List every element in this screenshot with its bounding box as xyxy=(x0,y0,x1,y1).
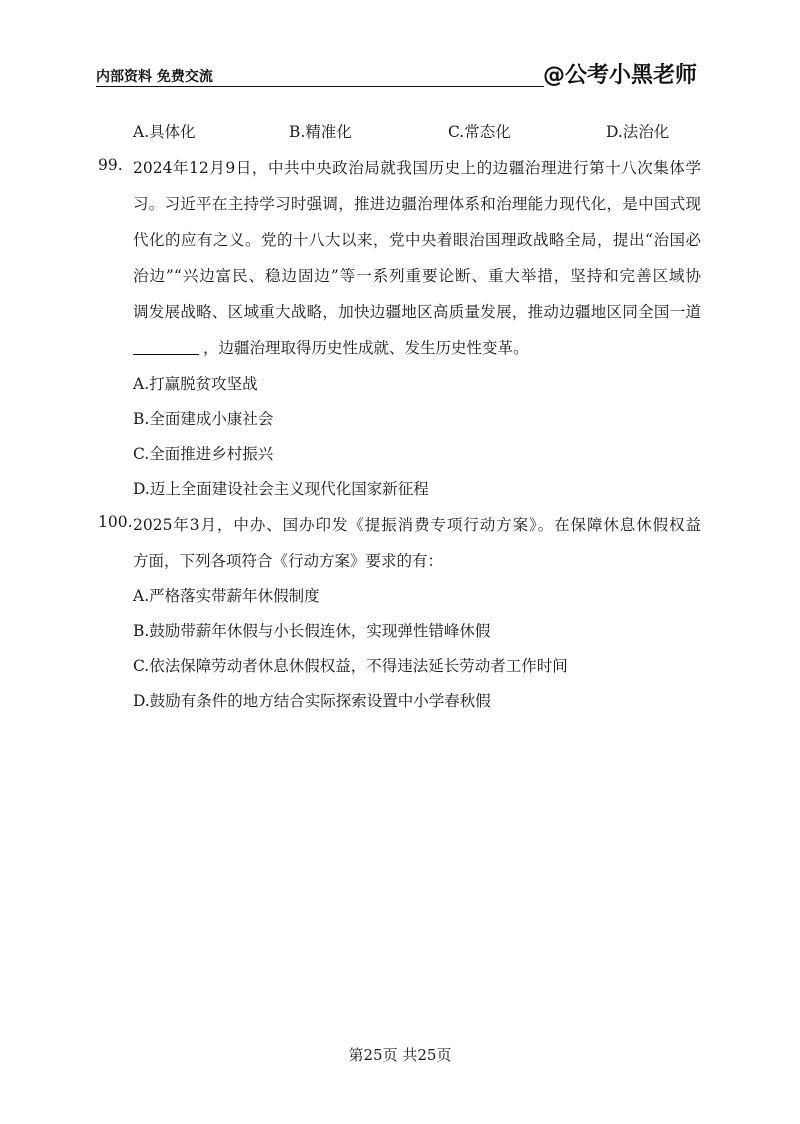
q99-option-d: D.迈上全面建设社会主义现代化国家新征程 xyxy=(133,480,429,498)
header-left-text: 内部资料 免费交流 xyxy=(96,69,213,85)
q98-option-d: D.法治化 xyxy=(606,123,670,141)
q98-option-a: A.具体化 xyxy=(133,123,196,141)
q99-stem-line: 调发展战略、区域重大战略，加快边疆地区高质量发展，推动边疆地区同全国一道 xyxy=(133,303,701,321)
q99-stem-line: 代化的应有之义。党的十八大以来，党中央着眼治国理政战略全局，提出“治国必 xyxy=(133,231,701,249)
q99-stem-line: 习。习近平在主持学习时强调，推进边疆治理体系和治理能力现代化，是中国式现 xyxy=(133,195,701,213)
q98-option-c: C.常态化 xyxy=(448,123,511,141)
q100-stem-line: 方面，下列各项符合《行动方案》要求的有： xyxy=(133,552,444,570)
q100-number: 100. xyxy=(98,513,133,531)
header-rule xyxy=(96,86,544,87)
q98-option-b: B.精准化 xyxy=(289,123,352,141)
answer-blank xyxy=(133,340,199,355)
q100-option-d: D.鼓励有条件的地方结合实际探索设置中小学春秋假 xyxy=(133,692,491,710)
header-watermark: @公考小黑老师 xyxy=(543,63,698,88)
q100-stem-line: 2025年3月，中办、国办印发《提振消费专项行动方案》。在保障休息休假权益 xyxy=(133,516,701,534)
q99-option-a: A.打赢脱贫攻坚战 xyxy=(133,375,258,393)
q100-option-b: B.鼓励带薪年休假与小长假连休，实现弹性错峰休假 xyxy=(133,622,491,640)
q99-number: 99. xyxy=(98,156,123,174)
q99-option-c: C.全面推进乡村振兴 xyxy=(133,445,274,463)
q99-option-b: B.全面建成小康社会 xyxy=(133,410,274,428)
q99-stem-line: 治边”“兴边富民、稳边固边”等一系列重要论断、重大举措，坚持和完善区域协 xyxy=(133,267,701,285)
q99-stem-last-line xyxy=(133,336,529,358)
page-number: 第25页 共25页 xyxy=(348,1046,452,1064)
q99-stem-last-text: ，边疆治理取得历史性成就、发生历史性变革。 xyxy=(203,339,529,357)
q100-option-c: C.依法保障劳动者休息休假权益，不得违法延长劳动者工作时间 xyxy=(133,657,568,675)
q100-option-a: A.严格落实带薪年休假制度 xyxy=(133,587,320,605)
q99-stem-line: 2024年12月9日，中共中央政治局就我国历史上的边疆治理进行第十八次集体学 xyxy=(133,159,701,177)
